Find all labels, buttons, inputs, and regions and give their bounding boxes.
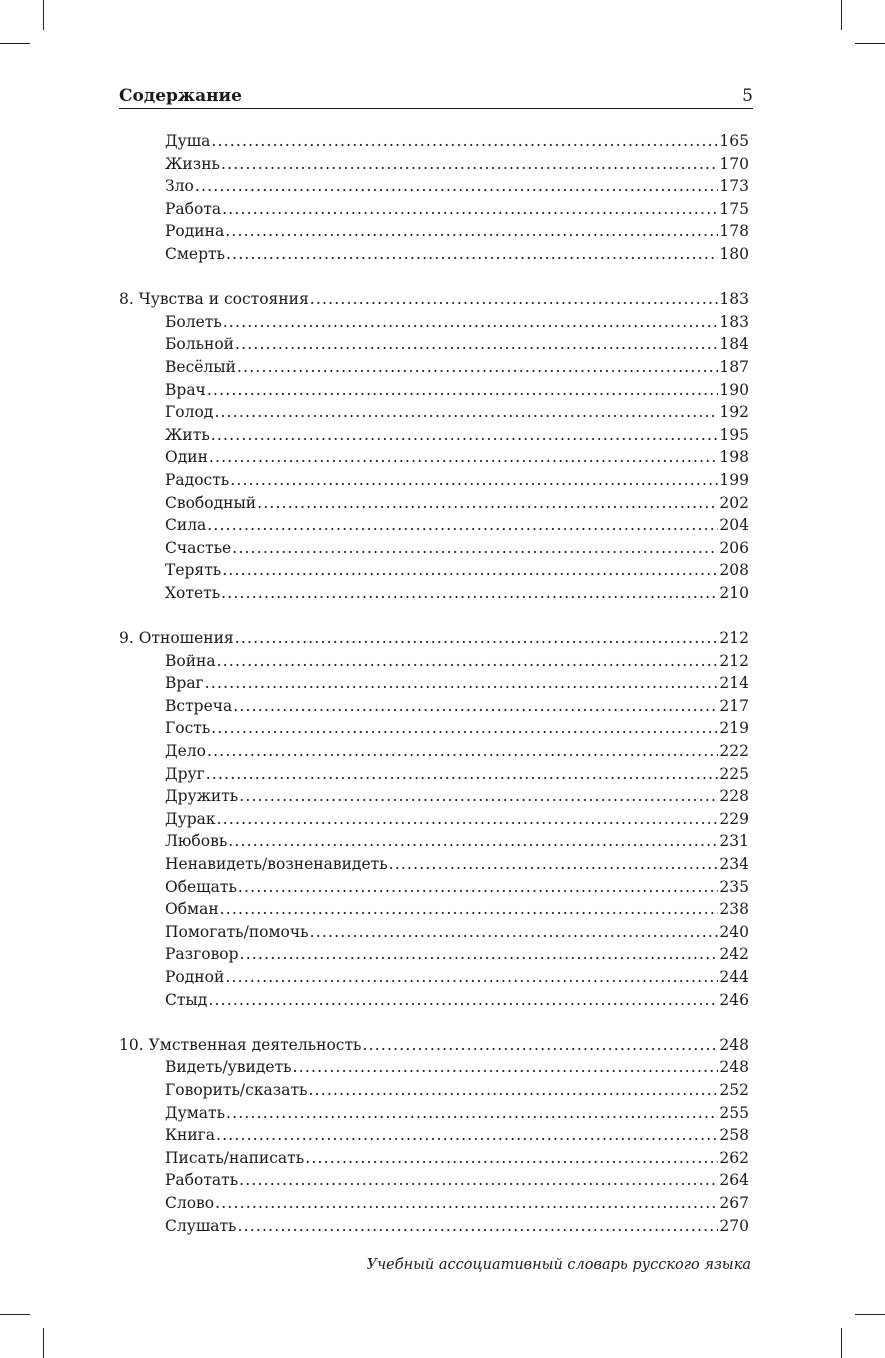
toc-entry-title: Душа — [165, 132, 211, 150]
toc-entry — [119, 198, 749, 221]
toc-entry — [119, 898, 749, 921]
toc-entry-page: 225 — [719, 764, 749, 783]
toc-entry — [119, 401, 749, 424]
toc-entry-title: Сила — [165, 516, 207, 535]
toc-entry — [119, 876, 749, 899]
toc-entry-page: 252 — [719, 1080, 749, 1099]
toc-entry-title: Жизнь — [165, 154, 220, 173]
toc-entry-title: Голод — [165, 403, 214, 422]
toc-entry-page: 198 — [719, 448, 749, 467]
toc-entry-page: 264 — [719, 1171, 749, 1190]
dot-leader — [228, 830, 718, 853]
crop-mark — [841, 0, 842, 30]
dot-leader — [389, 853, 719, 876]
dot-leader — [206, 763, 719, 786]
toc-entry-title: Работа — [165, 199, 222, 218]
toc-entry-page: 258 — [719, 1126, 749, 1145]
toc-entry — [119, 1124, 749, 1147]
toc-entry-page: 199 — [719, 470, 749, 489]
toc-chapter-page: 248 — [719, 1035, 749, 1054]
toc-entry-title: Дружить — [165, 787, 239, 806]
dot-leader — [233, 695, 718, 718]
toc-entry — [119, 130, 749, 153]
dot-leader — [208, 989, 718, 1012]
toc-entry — [119, 989, 749, 1012]
toc-entry — [119, 1215, 749, 1238]
toc-section — [119, 130, 749, 266]
dot-leader — [221, 153, 718, 176]
toc-chapter-title: 8. Чувства и состояния — [119, 290, 309, 309]
toc-entry-page: 210 — [719, 583, 749, 602]
toc-entry — [119, 650, 749, 673]
toc-entry — [119, 672, 749, 695]
toc-entry — [119, 537, 749, 560]
toc-entry — [119, 943, 749, 966]
toc-entry — [119, 966, 749, 989]
dot-leader — [257, 492, 718, 515]
toc-entry — [119, 311, 749, 334]
toc-entry-page: 165 — [719, 132, 749, 150]
dot-leader — [237, 356, 718, 379]
toc-entry-page: 255 — [719, 1103, 749, 1122]
toc-entry — [119, 356, 749, 379]
toc-entry — [119, 1192, 749, 1215]
dot-leader — [238, 876, 719, 899]
toc-entry-title: Зло — [165, 177, 194, 196]
toc-entry-title: Помогать/помочь — [165, 922, 309, 941]
toc-entry-title: Счастье — [165, 538, 232, 557]
page-title: Содержание — [119, 86, 242, 106]
toc-entry-title: Думать — [165, 1103, 226, 1122]
dot-leader — [362, 1034, 718, 1057]
running-footer: Учебный ассоциативный словарь русского языка — [366, 1257, 751, 1273]
dot-leader — [211, 130, 718, 153]
toc-entry-page: 248 — [719, 1058, 749, 1077]
crop-mark — [0, 43, 30, 44]
toc-entry-page: 190 — [719, 380, 749, 399]
toc-chapter — [119, 627, 749, 650]
toc-entry-title: Встреча — [165, 696, 233, 715]
dot-leader — [225, 966, 718, 989]
toc-entry-page: 246 — [719, 990, 749, 1009]
dot-leader — [195, 175, 719, 198]
dot-leader — [226, 243, 718, 266]
toc-chapter — [119, 1034, 749, 1057]
dot-leader — [216, 1124, 718, 1147]
toc-entry-page: 204 — [719, 516, 749, 535]
dot-leader — [310, 288, 719, 311]
toc-entry-page: 214 — [719, 674, 749, 693]
toc-entry-page: 240 — [719, 922, 749, 941]
toc-entry-title: Любовь — [165, 832, 228, 851]
crop-mark — [855, 1314, 885, 1315]
toc-entry-page: 206 — [719, 538, 749, 557]
toc-entry — [119, 446, 749, 469]
crop-mark — [0, 1314, 30, 1315]
toc-entry-title: Больной — [165, 335, 235, 354]
toc-entry-title: Друг — [165, 764, 205, 783]
toc-entry-page: 231 — [719, 832, 749, 851]
toc-chapter — [119, 288, 749, 311]
toc-entry-page: 184 — [719, 335, 749, 354]
toc-entry-title: Писать/написать — [165, 1148, 305, 1167]
toc-entry-page: 244 — [719, 967, 749, 986]
toc-entry-page: 212 — [719, 651, 749, 670]
toc-entry-title: Один — [165, 448, 208, 467]
toc-entry-title: Весёлый — [165, 357, 236, 376]
toc-entry-title: Обман — [165, 900, 219, 919]
crop-mark — [855, 43, 885, 44]
toc-entry-title: Родина — [165, 222, 225, 241]
toc-entry — [119, 695, 749, 718]
toc-entry-title: Смерть — [165, 244, 226, 263]
toc-entry — [119, 175, 749, 198]
dot-leader — [220, 898, 719, 921]
dot-leader — [226, 1102, 718, 1125]
toc-entry — [119, 853, 749, 876]
dot-leader — [305, 1147, 718, 1170]
toc-entry-page: 173 — [719, 177, 749, 196]
toc-entry-page: 178 — [719, 222, 749, 241]
dot-leader — [217, 650, 719, 673]
toc-entry-title: Гость — [165, 719, 211, 738]
toc-entry-page: 262 — [719, 1148, 749, 1167]
toc-entry-title: Жить — [165, 425, 210, 444]
toc-entry — [119, 1056, 749, 1079]
crop-mark — [43, 0, 44, 30]
toc-entry — [119, 1147, 749, 1170]
toc-entry-title: Книга — [165, 1126, 216, 1145]
toc-entry-page: 219 — [719, 719, 749, 738]
toc-entry-title: Хотеть — [165, 583, 221, 602]
toc-entry-title: Видеть/увидеть — [165, 1058, 292, 1077]
dot-leader — [221, 582, 718, 605]
dot-leader — [209, 446, 718, 469]
dot-leader — [240, 943, 719, 966]
toc-entry-title: Враг — [165, 674, 204, 693]
toc-entry — [119, 514, 749, 537]
dot-leader — [207, 379, 719, 402]
toc-entry-page: 202 — [719, 493, 749, 512]
toc-entry-title: Болеть — [165, 312, 222, 331]
toc-chapter-title: 9. Отношения — [119, 629, 234, 648]
toc-entry-page: 238 — [719, 900, 749, 919]
toc-entry-title: Свободный — [165, 493, 257, 512]
toc-entry — [119, 808, 749, 831]
dot-leader — [239, 785, 718, 808]
toc-entry-page: 217 — [719, 696, 749, 715]
toc-chapter-page: 212 — [719, 629, 749, 648]
dot-leader — [235, 627, 719, 650]
toc-entry-title: Дело — [165, 742, 206, 761]
toc-section — [119, 288, 749, 604]
toc-entry-page: 234 — [719, 855, 749, 873]
toc-entry-page: 235 — [719, 877, 749, 896]
toc-entry — [119, 469, 749, 492]
dot-leader — [223, 311, 719, 334]
toc-entry-title: Ненавидеть/возненавидеть — [165, 855, 388, 873]
toc-entry-page: 228 — [719, 787, 749, 806]
running-header — [119, 82, 753, 109]
toc-entry — [119, 1079, 749, 1102]
toc-entry-title: Терять — [165, 561, 222, 580]
toc-entry-title: Дурак — [165, 809, 216, 828]
toc-entry-page: 208 — [719, 561, 749, 580]
page-number: 5 — [742, 86, 753, 106]
toc-entry — [119, 740, 749, 763]
dot-leader — [205, 672, 719, 695]
toc-entry-page: 195 — [719, 425, 749, 444]
toc-entry — [119, 220, 749, 243]
dot-leader — [214, 401, 718, 424]
dot-leader — [211, 424, 719, 447]
dot-leader — [293, 1056, 719, 1079]
toc-entry-title: Война — [165, 651, 216, 670]
toc-entry — [119, 717, 749, 740]
toc-entry-page: 242 — [719, 945, 749, 964]
crop-mark — [841, 1328, 842, 1358]
toc-entry-title: Слово — [165, 1193, 215, 1212]
toc-chapter-title: 10. Умственная деятельность — [119, 1035, 362, 1054]
toc-entry — [119, 582, 749, 605]
toc-entry — [119, 1169, 749, 1192]
dot-leader — [207, 740, 718, 763]
toc-entry — [119, 763, 749, 786]
toc-entry-page: 222 — [719, 742, 749, 761]
dot-leader — [239, 1169, 718, 1192]
toc-entry — [119, 785, 749, 808]
toc-entry — [119, 379, 749, 402]
toc-entry-title: Разговор — [165, 945, 239, 964]
toc-entry-page: 187 — [719, 357, 749, 376]
toc-entry-title: Радость — [165, 470, 230, 489]
dot-leader — [225, 220, 718, 243]
dot-leader — [222, 559, 718, 582]
toc-entry-title: Стыд — [165, 990, 208, 1009]
toc-entry-title: Слушать — [165, 1216, 237, 1235]
toc-entry — [119, 333, 749, 356]
table-of-contents — [119, 130, 749, 1260]
toc-entry-page: 170 — [719, 154, 749, 173]
dot-leader — [207, 514, 718, 537]
crop-mark — [43, 1328, 44, 1358]
toc-entry-page: 229 — [719, 809, 749, 828]
toc-entry — [119, 492, 749, 515]
toc-entry-title: Родной — [165, 967, 225, 986]
toc-section — [119, 1034, 749, 1237]
toc-entry-page: 270 — [719, 1216, 749, 1235]
toc-chapter-page: 183 — [719, 290, 749, 309]
dot-leader — [235, 333, 718, 356]
toc-entry — [119, 1102, 749, 1125]
toc-section — [119, 627, 749, 1011]
toc-entry-page: 267 — [719, 1193, 749, 1212]
dot-leader — [310, 921, 719, 944]
toc-entry — [119, 559, 749, 582]
dot-leader — [238, 1215, 719, 1238]
toc-entry-page: 180 — [719, 244, 749, 263]
toc-entry-title: Работать — [165, 1171, 239, 1190]
toc-entry-page: 183 — [719, 312, 749, 331]
toc-entry-page: 175 — [719, 199, 749, 218]
toc-entry — [119, 921, 749, 944]
dot-leader — [222, 198, 718, 221]
dot-leader — [232, 537, 718, 560]
dot-leader — [308, 1079, 718, 1102]
dot-leader — [211, 717, 718, 740]
dot-leader — [217, 808, 719, 831]
dot-leader — [215, 1192, 718, 1215]
toc-entry — [119, 830, 749, 853]
toc-entry-title: Говорить/сказать — [165, 1080, 308, 1099]
toc-entry-page: 192 — [719, 403, 749, 422]
toc-entry-title: Обещать — [165, 877, 237, 896]
toc-entry — [119, 424, 749, 447]
toc-entry — [119, 153, 749, 176]
dot-leader — [230, 469, 718, 492]
toc-entry-title: Врач — [165, 380, 206, 399]
toc-entry — [119, 243, 749, 266]
